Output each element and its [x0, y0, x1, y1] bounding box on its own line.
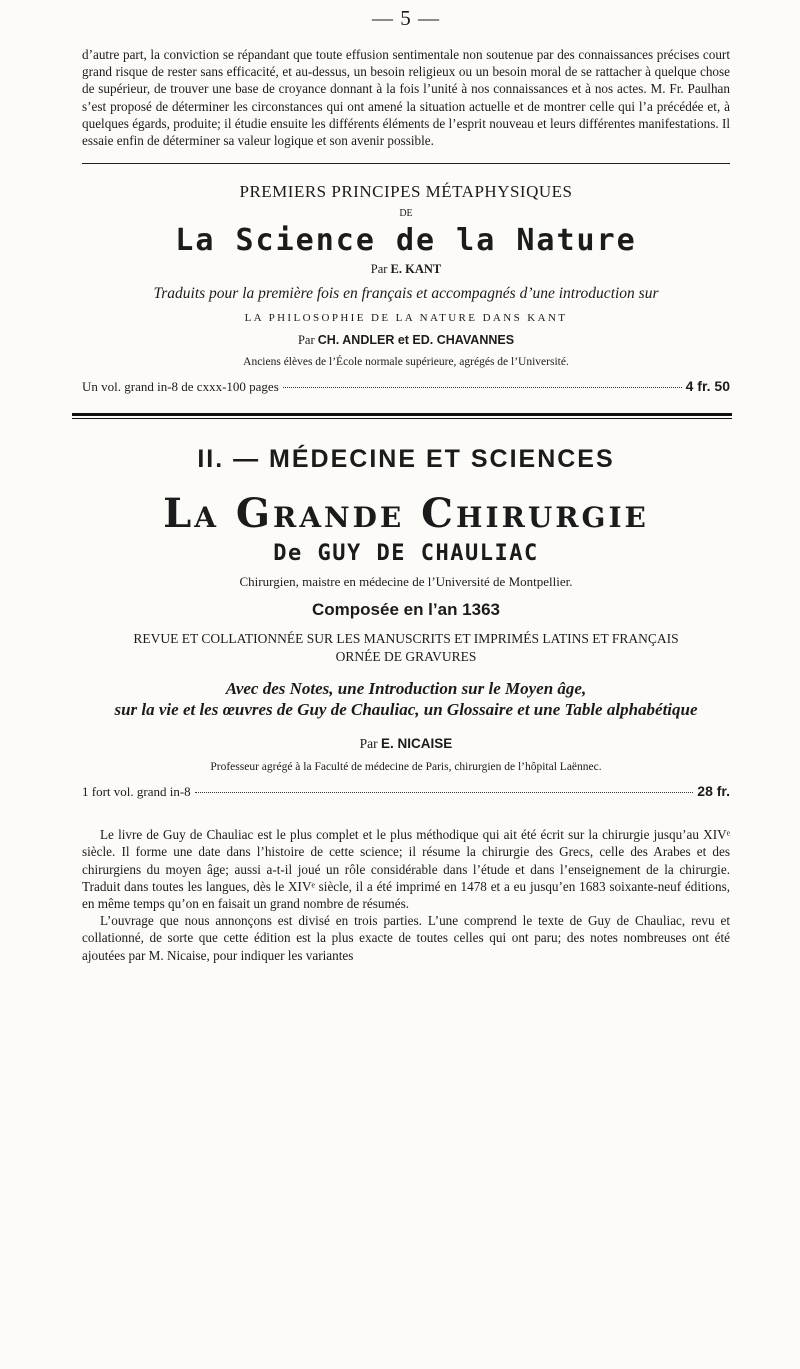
- book2-paragraph-2: L’ouvrage que nous annonçons est divisé en trois parties. L’une comprend le texte de Guy de Chauliac, revu et collationné, de sorte que cette édition est la plus exacte de toutes celles qui ont paru; des notes nombreuses ont été ajoutées par M. Nicaise, pour indiquer les variantes: [82, 913, 730, 963]
- section-heading: II. — MÉDECINE ET SCIENCES: [197, 445, 615, 474]
- book2-contents: [82, 678, 730, 720]
- divider-thick: [72, 413, 732, 419]
- book2-contents-line2: sur la vie et les œuvres de Guy de Chauliac, un Glossaire et une Table alphabétique: [114, 700, 698, 720]
- book1-byline: [82, 262, 730, 277]
- book2-subtitle: De GUY DE CHAULIAC: [273, 541, 539, 567]
- book2-author-desc: Professeur agrégé à la Faculté de médecine de Paris, chirurgien de l’hôpital Laënnec.: [210, 761, 602, 774]
- book1-price-line: [82, 378, 730, 395]
- book2-revue: [82, 630, 730, 666]
- divider-thin: [82, 163, 730, 164]
- book2-price-line: [82, 783, 730, 800]
- page-number: — 5 —: [372, 6, 440, 30]
- book1-title-line: PREMIERS PRINCIPES MÉTAPHYSIQUES: [239, 182, 573, 202]
- book1-translators: CH. ANDLER et ED. CHAVANNES: [317, 333, 515, 348]
- book1-translators-prefix: Par: [297, 333, 318, 348]
- book2-main-title: La Grande Chirurgie: [163, 490, 649, 538]
- book2-composed: Composée en l’an 1363: [311, 600, 501, 620]
- book1-author: E. KANT: [390, 262, 442, 277]
- book1-format: Un vol. grand in-8 de cxxx-100 pages: [82, 379, 279, 395]
- book1-main-title: La Science de la Nature: [175, 223, 637, 259]
- book2-author-prefix: Par: [359, 736, 382, 752]
- leader-dots: [283, 387, 682, 388]
- book1-price: 4 fr. 50: [685, 378, 730, 395]
- book1-subtitle: Traduits pour la première fois en français et accompagnés d’une introduction sur: [153, 285, 659, 303]
- book-listing-chauliac: [82, 490, 730, 964]
- book1-translators-line: [82, 333, 730, 348]
- book2-revue-line2: ORNÉE DE GRAVURES: [335, 649, 477, 665]
- book2-author: E. NICAISE: [381, 736, 453, 752]
- book1-author-prefix: Par: [370, 262, 391, 277]
- book2-role: Chirurgien, maistre en médecine de l’Université de Montpellier.: [239, 574, 573, 590]
- book1-translators-desc: Anciens élèves de l’École normale supérieure, agrégés de l’Université.: [243, 356, 569, 369]
- book2-format: 1 fort vol. grand in-8: [82, 784, 191, 800]
- leader-dots: [195, 792, 694, 793]
- book1-subtitle2: LA PHILOSOPHIE DE LA NATURE DANS KANT: [244, 312, 568, 325]
- book2-byline: [82, 736, 730, 752]
- book1-title-de: DE: [399, 208, 413, 220]
- intro-paragraph: d’autre part, la conviction se répandant que toute effusion sentimentale non soutenue par des connaissances précises court grand risque de rester sans efficacité, et au-dessus, un besoin religieux ou un besoin moral de se rattacher à quelque chose de supérieur, de trouver une base de croyance donnant à la fois l’unité à nos connaissances et à nos actes. M. Fr. Paulhan s’est proposé de déterminer les circonstances qui ont amené la situation actuelle et de montrer celle qui l’a précédée et, à quelques égards, produite; il étudie ensuite les différents éléments de l’esprit nouveau et leurs différentes manifestations. Il essaie enfin de déterminer sa valeur logique et son avenir possible.: [82, 47, 730, 149]
- book-listing-kant: [82, 182, 730, 395]
- book2-revue-line1: REVUE ET COLLATIONNÉE SUR LES MANUSCRITS ET IMPRIMÉS LATINS ET FRANÇAIS: [133, 631, 679, 647]
- book2-contents-line1: Avec des Notes, une Introduction sur le Moyen âge,: [225, 679, 587, 699]
- book2-paragraph-1: Le livre de Guy de Chauliac est le plus complet et le plus méthodique qui ait été écrit sur la chirurgie jusqu’au XIVᵉ siècle. Il forme une date dans l’histoire de cette science; il résume la chirurgie des Grecs, celle des Arabes et des chirurgiens du moyen âge; aussi a-t-il joué un rôle considérable dans l’étude et dans l’enseignement de la chirurgie. Traduit dans toutes les langues, dès le XIVᵉ siècle, il a été imprimé en 1478 et a eu jusqu’en 1683 soixante-neuf éditions, en même temps qu’on en faisait un grand nombre de résumés.: [82, 827, 730, 912]
- book2-price: 28 fr.: [697, 783, 730, 800]
